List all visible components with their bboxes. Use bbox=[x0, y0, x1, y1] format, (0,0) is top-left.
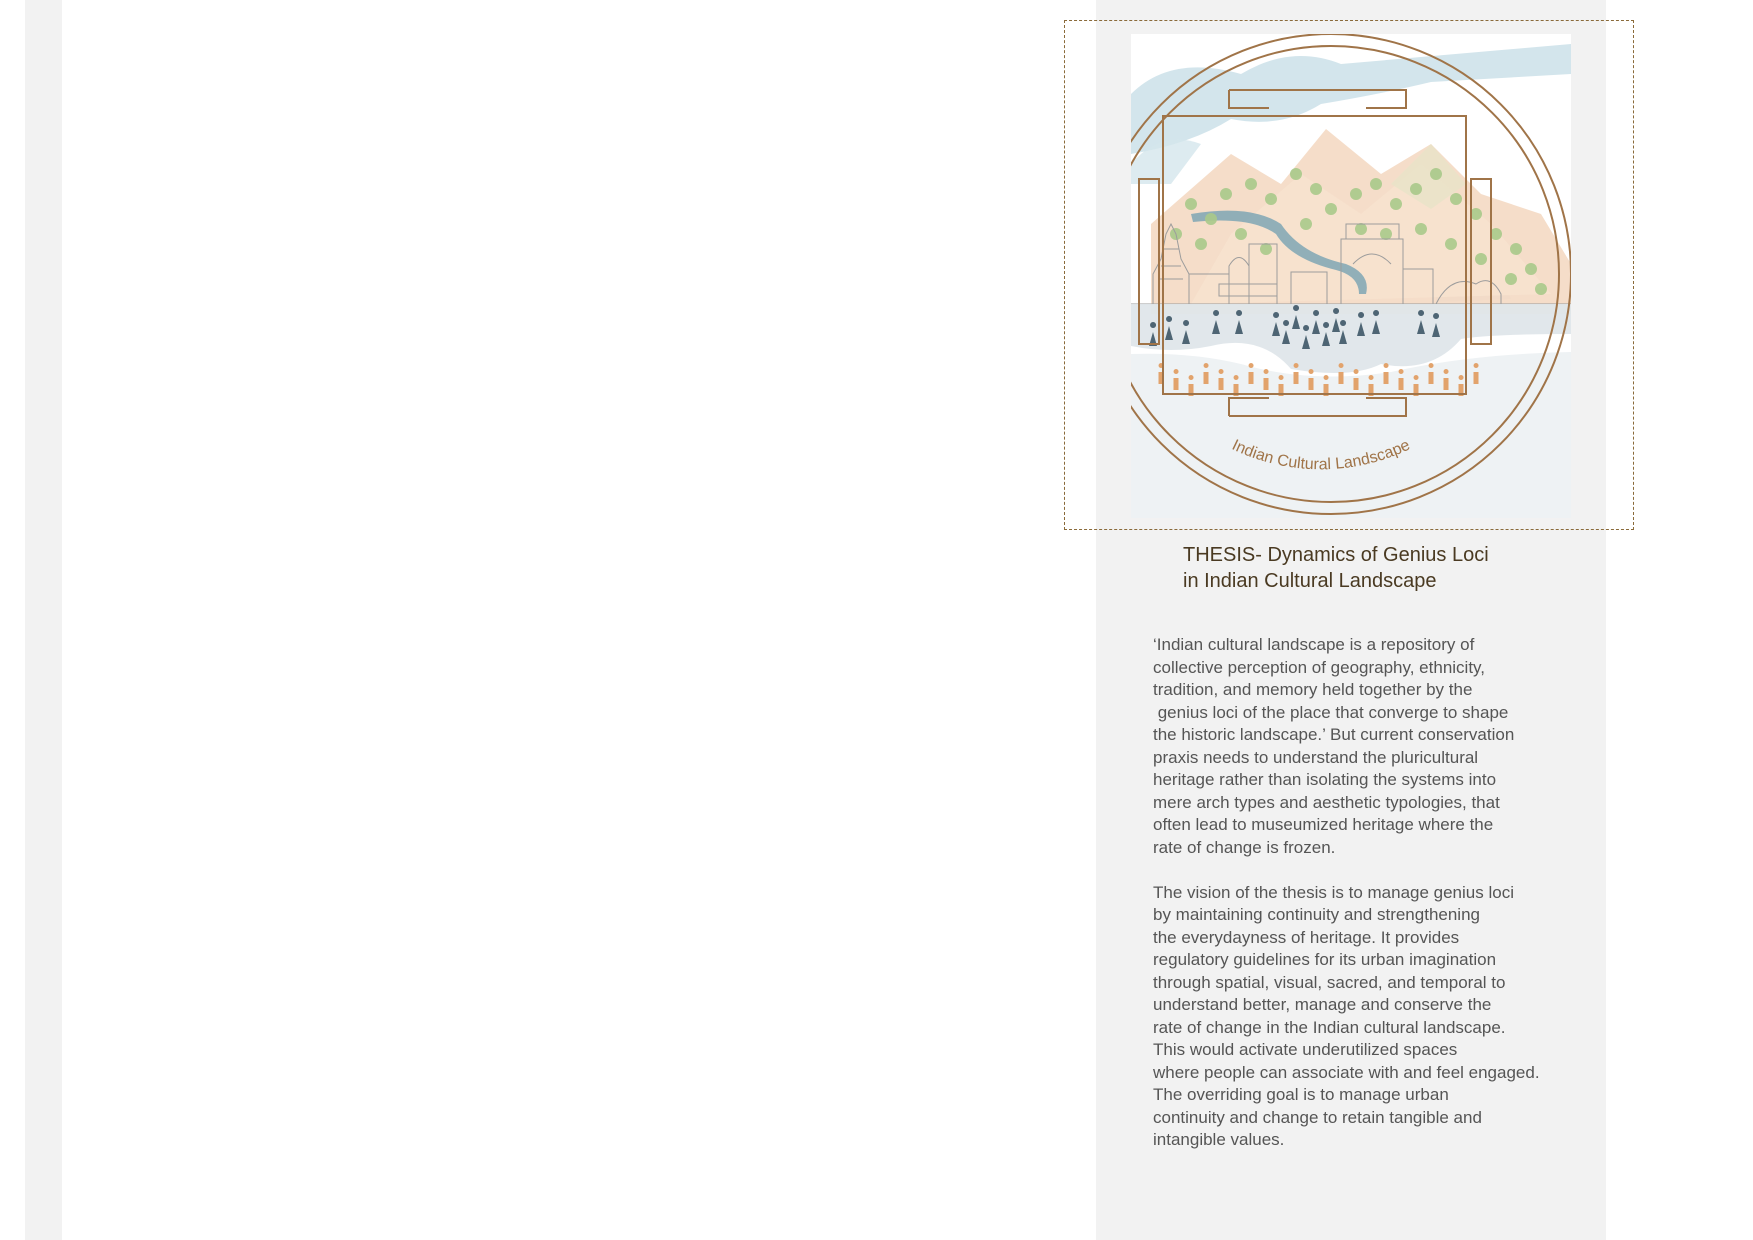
paragraph-line: where people can associate with and feel engaged. bbox=[1153, 1062, 1540, 1082]
tree bbox=[1475, 253, 1487, 265]
person bbox=[1219, 369, 1224, 390]
tree bbox=[1325, 203, 1337, 215]
body-text bbox=[1153, 634, 1593, 1174]
paragraph-line: genius loci of the place that converge to shape bbox=[1153, 702, 1509, 722]
paragraph bbox=[1153, 882, 1593, 1152]
tree bbox=[1535, 283, 1547, 295]
person bbox=[1474, 363, 1479, 384]
tree bbox=[1525, 263, 1537, 275]
tree bbox=[1350, 188, 1362, 200]
paragraph-line: continuity and change to retain tangible and bbox=[1153, 1107, 1482, 1127]
person bbox=[1294, 363, 1299, 384]
paragraph-line: ‘Indian cultural landscape is a repository of bbox=[1153, 635, 1475, 654]
person bbox=[1204, 363, 1209, 384]
ground bbox=[1131, 352, 1571, 518]
paragraph-line: the historic landscape.’ But current conservation bbox=[1153, 725, 1515, 744]
tree bbox=[1430, 168, 1442, 180]
person bbox=[1399, 369, 1404, 390]
ring-label: Indian Cultural Landscape bbox=[1229, 436, 1413, 474]
tree bbox=[1370, 178, 1382, 190]
person bbox=[1234, 375, 1239, 396]
paragraph-line: heritage rather than isolating the systems into bbox=[1153, 770, 1497, 789]
paragraph-line: through spatial, visual, sacred, and temporal to bbox=[1153, 972, 1506, 992]
paragraph-line: understand better, manage and conserve the bbox=[1153, 995, 1492, 1014]
person bbox=[1414, 375, 1419, 396]
tree bbox=[1390, 198, 1402, 210]
thesis-title bbox=[1183, 542, 1603, 594]
person bbox=[1189, 375, 1194, 396]
tree bbox=[1510, 243, 1522, 255]
person bbox=[1384, 363, 1389, 384]
person bbox=[1354, 369, 1359, 390]
paragraph-line: collective perception of geography, ethnicity, bbox=[1153, 657, 1486, 677]
tree bbox=[1415, 223, 1427, 235]
paragraph-line: This would activate underutilized spaces bbox=[1153, 1040, 1458, 1059]
thesis-title-line-1: THESIS- Dynamics of Genius Loci bbox=[1183, 544, 1489, 566]
landscape-illustration bbox=[1131, 34, 1571, 518]
person bbox=[1459, 375, 1464, 396]
tree bbox=[1380, 228, 1392, 240]
paragraph-line: by maintaining continuity and strengthening bbox=[1153, 905, 1480, 924]
person bbox=[1309, 369, 1314, 390]
paragraph-line: The vision of the thesis is to manage genius loci bbox=[1153, 882, 1514, 902]
tree bbox=[1410, 183, 1422, 195]
paragraph-line: rate of change in the Indian cultural landscape. bbox=[1153, 1017, 1506, 1037]
paragraph-line: regulatory guidelines for its urban imagination bbox=[1153, 950, 1497, 969]
thesis-title-line-2: in Indian Cultural Landscape bbox=[1183, 570, 1437, 592]
tree bbox=[1355, 223, 1367, 235]
tree bbox=[1220, 188, 1232, 200]
paragraph-line: praxis needs to understand the pluricultural bbox=[1153, 747, 1479, 767]
tree bbox=[1205, 213, 1217, 225]
tree bbox=[1310, 183, 1322, 195]
person bbox=[1264, 369, 1269, 390]
paragraph-line: intangible values. bbox=[1153, 1130, 1285, 1149]
paragraph-line: mere arch types and aesthetic typologies, that bbox=[1153, 792, 1500, 812]
left-margin-strip bbox=[25, 0, 62, 1240]
tree bbox=[1505, 273, 1517, 285]
person bbox=[1429, 363, 1434, 384]
person bbox=[1324, 375, 1329, 396]
paragraph-line: The overriding goal is to manage urban bbox=[1153, 1085, 1449, 1104]
paragraph-line: tradition, and memory held together by the bbox=[1153, 680, 1473, 699]
tree bbox=[1185, 198, 1197, 210]
paragraph bbox=[1153, 634, 1593, 859]
tree bbox=[1290, 168, 1302, 180]
paragraph-line: the everydayness of heritage. It provides bbox=[1153, 927, 1460, 947]
tree bbox=[1245, 178, 1257, 190]
person bbox=[1444, 369, 1449, 390]
tree bbox=[1195, 238, 1207, 250]
tree bbox=[1235, 228, 1247, 240]
paragraph-line: rate of change is frozen. bbox=[1153, 837, 1336, 857]
tree bbox=[1300, 218, 1312, 230]
tree bbox=[1260, 243, 1272, 255]
person bbox=[1339, 363, 1344, 384]
tree bbox=[1450, 193, 1462, 205]
tree bbox=[1445, 238, 1457, 250]
tree bbox=[1265, 193, 1277, 205]
paragraph-line: often lead to museumized heritage where the bbox=[1153, 815, 1494, 834]
person bbox=[1174, 369, 1179, 390]
person bbox=[1369, 375, 1374, 396]
person bbox=[1279, 375, 1284, 396]
person bbox=[1249, 363, 1254, 384]
